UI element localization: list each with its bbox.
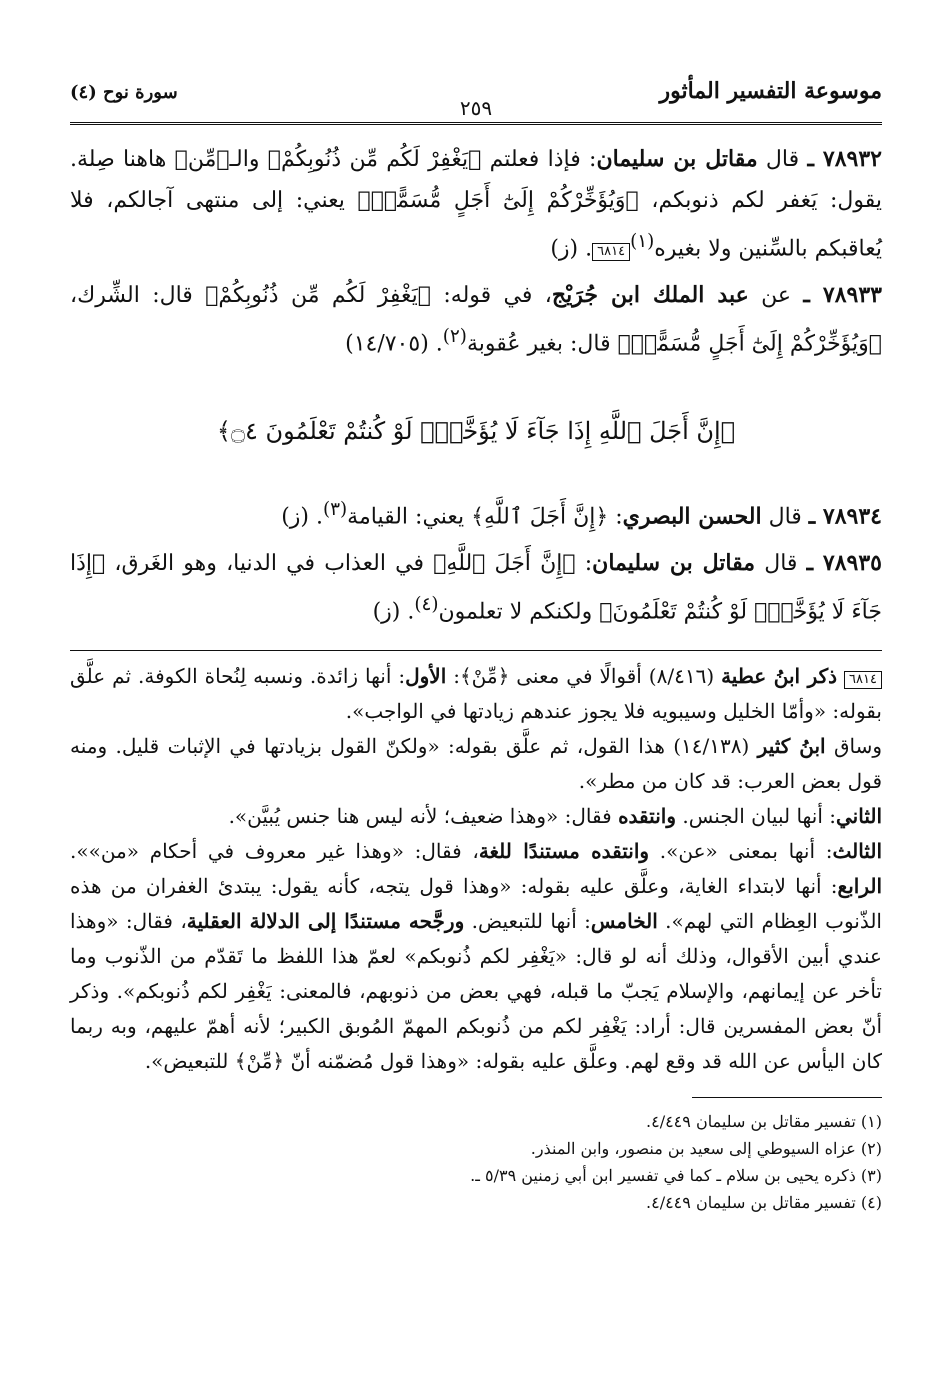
page-number: ٢٥٩: [70, 96, 882, 120]
narrator: مقاتل بن سليمان: [592, 549, 756, 576]
narration-78934: ٧٨٩٣٤ ـ قال الحسن البصري: ﴿إِنَّ أَجَلَ ٱللَّهِ﴾ يعني: القيامة$^{(٣)}$. (ز): [281, 498, 882, 529]
footnote: (٤) تفسير مقاتل بن سليمان ٤/٤٤٩.: [646, 1193, 882, 1213]
narration-78933: ٧٨٩٣٣ ـ عن عبد الملك ابن جُرَيْج، في قوله: ﴿يَغْفِرْ لَكُم مِّن ذُنُوبِكُمْ﴾ قال: الشِّرك، ﴿وَيُؤَخِّرْكُمْ إِلَىٰٓ أَجَلٍ مُّسَمًّىۚ﴾ قال: بغير عُقوبة$^{(٢)}$. (١٤/٧٠٥): [70, 282, 882, 357]
commentary-block: [70, 659, 882, 1079]
narration-78935: ٧٨٩٣٥ ـ قال مقاتل بن سليمان: ﴿إِنَّ أَجَلَ ٱللَّهِ﴾ في العذاب في الدنيا، وهو الغَرق، ﴿إِذَا جَآءَ لَا يُؤَخَّرُۚ لَوْ كُنتُمْ تَعْلَمُونَ﴾ ولكنكم لا تعلمون$^{(٤)}$. (ز): [70, 549, 882, 625]
commentary-para-3: الثاني: أنها لبيان الجنس. وانتقده فقال: «وهذا ضعيف؛ لأنه ليس هنا جنس يُبيَّن».: [228, 804, 882, 829]
footnote: (٣) ذكره يحيى بن سلام ـ كما في تفسير ابن أبي زمنين ٥/٣٩ ـ.: [470, 1166, 882, 1186]
footnote-ref: (٣): [323, 498, 348, 520]
quran-verse: ﴿إِنَّ أَجَلَ ٱللَّهِ إِذَا جَآءَ لَا يُؤَخَّرُۚ لَوْ كُنتُمْ تَعْلَمُونَ ۝٤﴾: [216, 416, 736, 445]
footnote: (٢) عزاه السيوطي إلى سعيد بن منصور، وابن المنذر.: [530, 1139, 882, 1159]
footnote-ref: (١): [630, 231, 655, 252]
commentary-divider: [70, 650, 882, 651]
commentary-ref-box: ٦٨١٤: [592, 243, 630, 261]
narrator: عبد الملك ابن جُرَيْج: [551, 282, 749, 309]
commentary-para-4: الثالث: أنها بمعنى «عن». وانتقده مستندًا للغة، فقال: «وهذا غير معروف في أحكام «من»». الرابع: أنها لابتداء الغاية، وعلَّق عليه بقوله: «وهذا قول يتجه، كأنه يقول: يبتدئ الغفران من هذه الذّنوب العِظام التي لهم». الخامس: أنها للتبعيض. ورجَّحه مستندًا إلى الدلالة العقلية، فقال: «وهذا عندي أبين الأقوال، وذلك أنه لو قال: «يَغْفِر لكم ذُنوبكم» لعمّ هذا اللفظ ما تَقدّم من الذّنوب وما تأخر عن إيمانهم، والإسلام يَجبّ ما قبله، فهي بعض من ذنوبهم، فالمعنى: يَغْفِر لكم ذُنوبكم». وذكر أنّ بعض المفسرين قال: أراد: يَغْفِر لكم من ذُنوبكم المهمّ المُوبق الكبير؛ لأنه أهمّ عليهم، وبه ربما كان اليأس عن الله قد وقع لهم. وعلَّق عليه بقوله: «وهذا قول مُضمّنه أنّ ﴿مِّنْ﴾ للتبعيض».: [70, 839, 882, 1074]
footnotes: [70, 1108, 882, 1216]
narrator: الحسن البصري: [622, 502, 762, 529]
narration-78932: ٧٨٩٣٢ ـ قال مقاتل بن سليمان: فإذا فعلتم ﴿يَغْفِرْ لَكُم مِّن ذُنُوبِكُمْ﴾ والـ﴿مِّن﴾ هاهنا صِلة. يقول: يَغفر لكم ذنوبكم، ﴿وَيُؤَخِّرْكُمْ إِلَىٰٓ أَجَلٍ مُّسَمًّىۚ﴾ يعني: إلى منتهى آجالكم، فلا يُعاقبكم بالسِّنين ولا بغيره$^{(١)}$٦٨١٤. (ز): [70, 146, 882, 262]
page: [70, 70, 882, 1216]
footnote: (١) تفسير مقاتل بن سليمان ٤/٤٤٩.: [646, 1112, 882, 1132]
commentary-para-2: وساق ابنُ كثير (١٤/١٣٨) هذا القول، ثم علَّق بقوله: «ولكنّ القول بزيادتها في الإثبات قليل. ومنه قول بعض العرب: قد كان من مطر».: [70, 734, 882, 794]
footnote-divider: [692, 1097, 882, 1098]
surah-label: سورة نوح (٤): [70, 82, 178, 103]
page-header: [70, 70, 882, 125]
footnote-ref: (٤): [414, 593, 439, 615]
commentary-box: ٦٨١٤: [844, 671, 882, 689]
footnote-ref: (٢): [442, 326, 467, 348]
commentary-para-1: ٦٨١٤ ذكر ابنُ عطية (٨/٤١٦) أقوالًا في معنى ﴿مِّنْ﴾: الأول: أنها زائدة. ونسبه لِنُحاة الكوفة. ثم علَّق بقوله: «وأمّا الخليل وسيبويه فلا يجوز عندهم زيادتها في الواجب».: [70, 664, 882, 724]
narrator: مقاتل بن سليمان: [596, 146, 758, 172]
book-title: موسوعة التفسير المأثور: [659, 78, 882, 104]
